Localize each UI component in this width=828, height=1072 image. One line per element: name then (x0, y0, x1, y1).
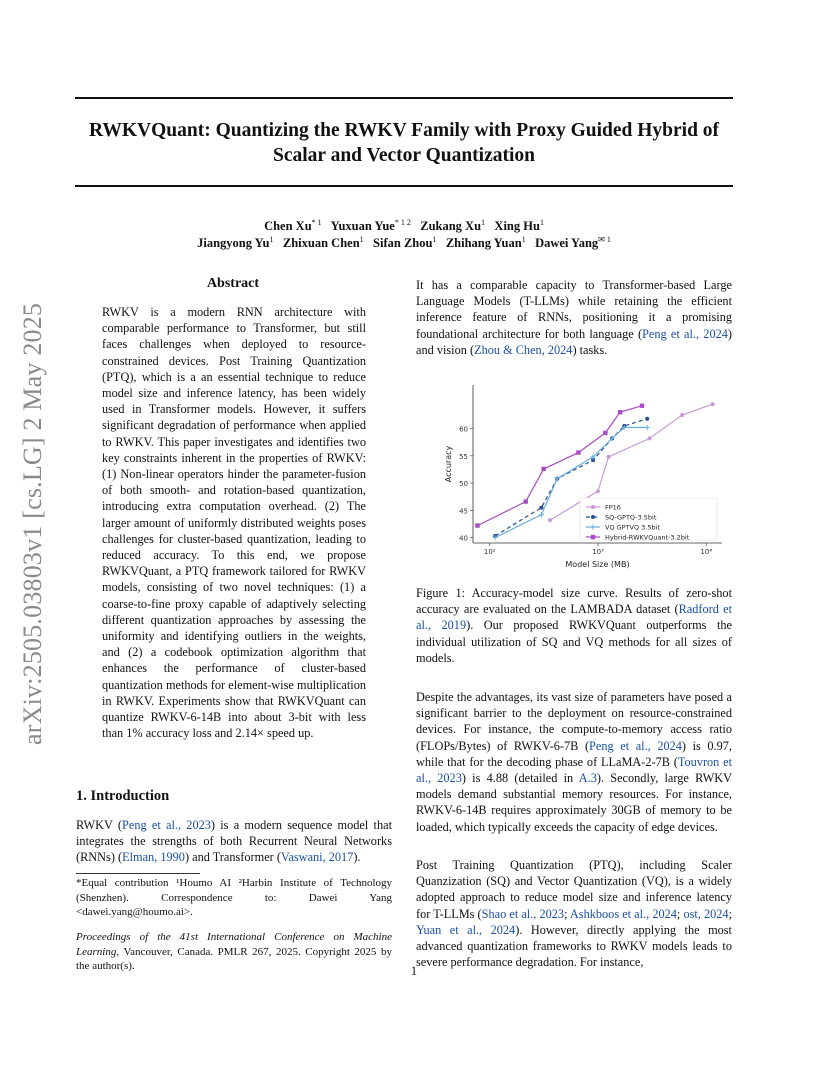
author: Chen Xu (264, 219, 312, 234)
figure-caption: Figure 1: Accuracy-model size curve. Results of zero-shot accuracy are evaluated on the LAMBADA dataset (Radford et al., 2019). Our proposed RWKVQuant outperforms the individual utilization of SQ and VQ methods for all sizes of models. (416, 586, 732, 665)
y-tick-label: 45 (459, 507, 468, 516)
author: Xing Hu (494, 219, 540, 234)
legend-marker (591, 535, 595, 539)
citation-link[interactable]: ost, 2024 (683, 906, 729, 921)
citation-link[interactable]: Elman, 1990 (122, 850, 185, 865)
y-axis-label: Accuracy (444, 445, 453, 483)
data-point (539, 506, 543, 510)
y-tick-label: 60 (459, 425, 468, 434)
paper-title (75, 118, 733, 168)
legend-label: SQ-GPTQ-3.5bit (605, 513, 657, 522)
data-point (596, 489, 600, 493)
footnote-proceedings: Proceedings of the 41st International Conference on Machine Learning, Vancouver, Canada. PMLR 267, 2025. Copyright 2025 by the author(s). (76, 931, 392, 972)
citation-link[interactable]: Vaswani, 2017 (280, 850, 354, 865)
citation-link[interactable]: Shao et al., 2023 (481, 906, 565, 921)
legend-label: Hybrid-RWKVQuant-3.2bit (605, 533, 690, 542)
intro-paragraph: RWKV (Peng et al., 2023) is a modern sequence model that integrates the strengths of both Recurrent Neural Networks (RNNs) (Elman, 1990) and Transformer (Vaswani, 2017). (76, 818, 392, 865)
right-paragraph-3: Post Training Quantization (PTQ), including Scaler Quanzization (SQ) and Vector Quantization (VQ), is a widely adopted approach to reduce model size and inference latency for T-LLMs (Shao et al., 2023; Ashkboos et al., 2024; ost, 2024; Yuan et al., 2024). However, directly applying the most advanced quantization frameworks to RWKV models leads to severe performance degradation. For instance, (416, 858, 732, 970)
abstract-heading: Abstract (206, 276, 260, 291)
data-point (603, 431, 607, 435)
citation-link[interactable]: A.3 (578, 771, 597, 786)
title-bottom-rule (75, 185, 733, 187)
data-point (640, 404, 644, 408)
data-point (475, 523, 479, 527)
author: Zhixuan Chen (282, 236, 360, 251)
legend-label: FP16 (605, 503, 621, 512)
x-tick-label: 10² (483, 548, 496, 556)
footnote-rule (76, 873, 200, 874)
y-tick-label: 55 (459, 452, 468, 461)
citation-link[interactable]: Peng et al., 2023 (122, 818, 211, 832)
data-point (680, 413, 684, 417)
legend-marker (591, 515, 595, 519)
x-axis-label: Model Size (MB) (565, 560, 630, 569)
title-line-1: RWKVQuant: Quantizing the RWKV Family with Proxy Guided Hybrid of (88, 120, 720, 141)
data-point (548, 518, 552, 522)
author: Dawei Yang (535, 236, 599, 251)
legend-marker (591, 505, 595, 509)
data-point (648, 436, 652, 440)
data-point (576, 450, 580, 454)
citation-link[interactable]: Touvron et al., 2023 (416, 754, 732, 786)
citation-link[interactable]: Zhou & Chen, 2024 (474, 342, 573, 357)
intro-heading: 1. Introduction (76, 788, 170, 804)
data-point (711, 402, 715, 406)
x-tick-label: 10⁴ (700, 548, 713, 556)
y-tick-label: 40 (459, 534, 468, 543)
x-tick-label: 10³ (592, 548, 604, 556)
citation-link[interactable]: Peng et al., 2024 (642, 326, 728, 341)
page-number: 1 (410, 964, 418, 978)
abstract-text: RWKV is a modern RNN architecture with comparable performance to Transformer, but still faces challenges when deployed to resource-constrained devices. Post Training Quantization (PTQ), which is a an essential technique to reduce model size and inference latency, has been widely used in Transformer models. However, it suffers significant degradation of performance when applied to RWKV. This paper investigates and identifies two key constraints inherent in the properties of RWKV: (1) Non-linear operators hinder the parameter-fusion of both smooth- and rotation-based quantization, introducing extra computation overhead. (2) The larger amount of uniformly distributed weights poses challenges for cluster-based quantization, leading to reduced accuracy. To this end, we propose RWKVQuant, a PTQ framework tailored for RWKV models, consisting of two novel techniques: (1) a coarse-to-fine proxy capable of adaptively selecting different quantization approaches by assessing the uniformity and identifying outliers in the weights, and (2) a codebook optimization algorithm that enhances the performance of cluster-based quantization methods for element-wise multiplication in RWKV. Experiments show that RWKVQuant can quantize RWKV-6-14B into about 3-bit with less than 1% accuracy loss and 2.14× speed up. (102, 305, 366, 741)
top-rule (75, 97, 733, 99)
arxiv-stamp[interactable]: arXiv:2505.03803v1 [cs.LG] 2 May 2025 (18, 302, 47, 745)
citation-link[interactable]: Peng et al., 2024 (589, 738, 682, 753)
footnote-affiliations: *Equal contribution ¹Houmo AI ²Harbin Institute of Technology (Shenzhen). Correspondence to: Dawei Yang <dawei.yang@houmo.ai>. (76, 877, 392, 918)
data-point (606, 455, 610, 459)
data-point (618, 410, 622, 414)
accuracy-model-size-chart (430, 380, 730, 575)
authors-line-2: Jiangyong Yu$^1$ Zhixuan Chen$^1$ Sifan Zhou$^1$ Zhihang Yuan$^1$ Dawei Yang$^{✉ 1}$ (197, 235, 611, 251)
legend-label: VQ GPTVQ 3.5bit (605, 523, 661, 532)
y-tick-label: 50 (459, 480, 468, 489)
citation-link[interactable]: Yuan et al., 2024 (416, 922, 516, 937)
data-point (645, 417, 649, 421)
chart-legend (580, 498, 717, 542)
data-point (541, 467, 545, 471)
right-paragraph-1: It has a comparable capacity to Transformer-based Large Language Models (T-LLMs) while retaining the efficient inference feature of RNNs, positioning it a promising foundational architecture for both language (Peng et al., 2024) and vision (Zhou & Chen, 2024) tasks. (416, 278, 732, 357)
author: Sifan Zhou (373, 236, 433, 251)
author: Jiangyong Yu (197, 236, 270, 251)
data-point (524, 499, 528, 503)
right-paragraph-2: Despite the advantages, its vast size of parameters have posed a significant barrier to the deployment on resource-constrained devices. For instance, the compute-to-memory access ratio (FLOPs/Bytes) of RWKV-6-7B (Peng et al., 2024) is 0.97, while that for the decoding phase of LLaMA-2-7B (Touvron et al., 2023) is 4.88 (detailed in A.3). Secondly, large RWKV models demand substantial memory resources. For instance, RWKV-6-14B requires approximately 30GB of memory to be loaded, which typically exceeds the capacity of edge devices. (416, 690, 733, 834)
author: Zhihang Yuan (445, 236, 522, 251)
authors-line-1: Chen Xu$^{* 1}$ Yuxuan Yue$^{* 1 2}$ Zukang Xu$^1$ Xing Hu$^1$ (264, 218, 544, 234)
citation-link[interactable]: Radford et al., 2019 (416, 602, 732, 633)
author: Yuxuan Yue (330, 219, 395, 234)
citation-link[interactable]: Ashkboos et al., 2024 (569, 906, 677, 921)
title-line-2: Scalar and Vector Quantization (272, 145, 535, 166)
author: Zukang Xu (420, 219, 482, 234)
